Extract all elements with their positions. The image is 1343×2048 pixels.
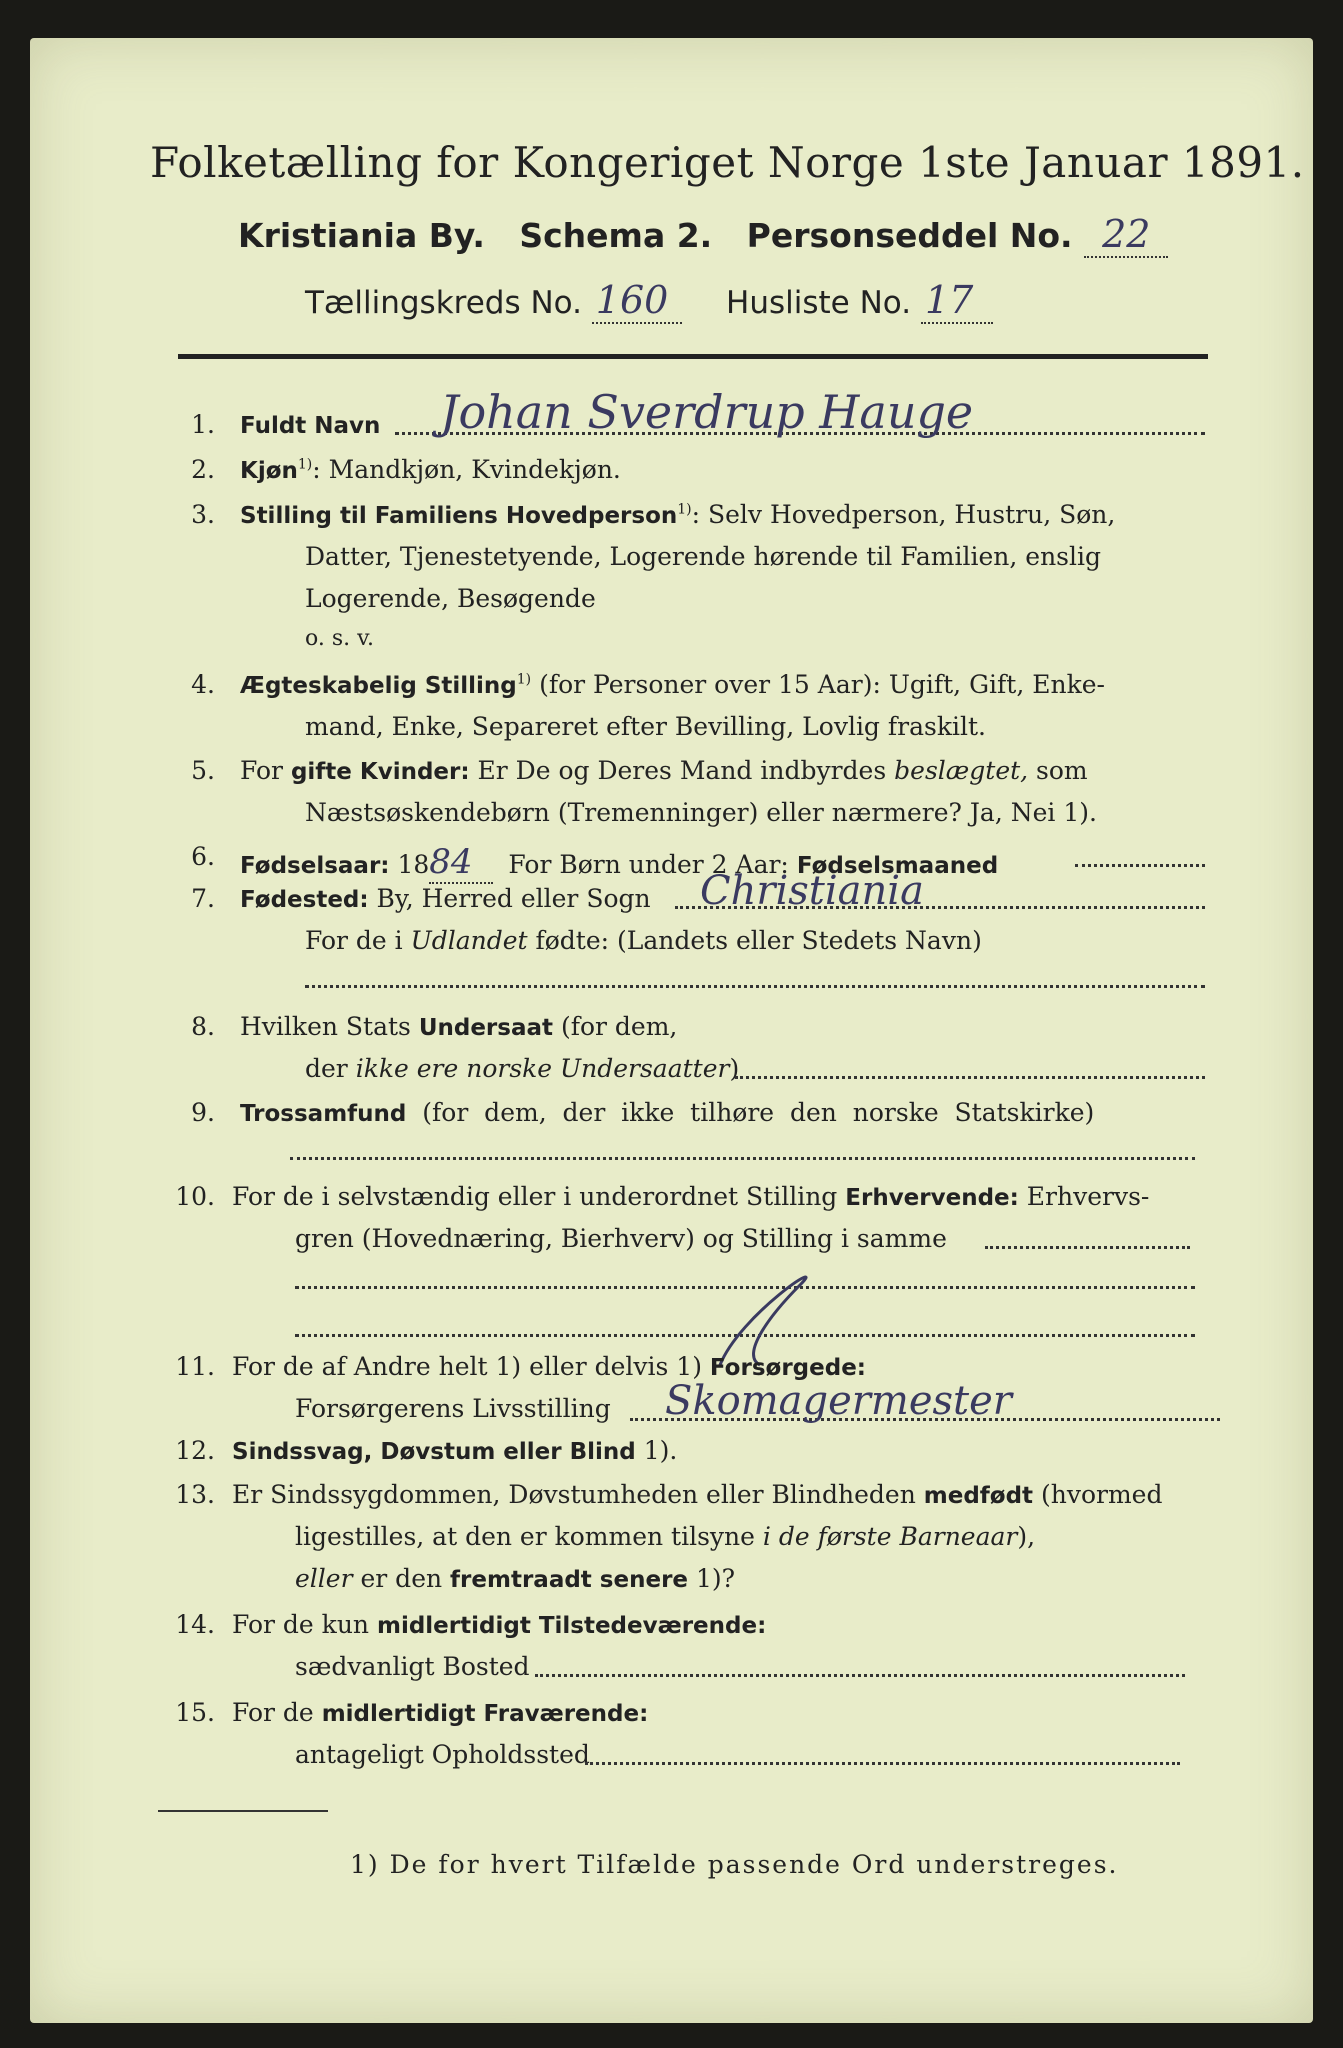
family-position-options: : Selv Hovedperson, Hustru, Søn, [691,500,1116,529]
onset-line2-pre: ligestilles, at den er kommen tilsyne [295,1522,763,1551]
onset-line3-pre: er den [352,1564,451,1593]
citizenship-line2-post: ) [729,1054,740,1083]
item-number: 8. [191,1012,215,1041]
disability-label: Sindssvag, Døvstum eller Blind [232,1439,636,1465]
related-word: beslægtet, [894,756,1029,785]
onset-line2 [295,1522,1035,1551]
temp-present-pre: For de kun [232,1610,377,1639]
birthplace-abroad-pre: For de i [305,926,411,955]
item-temp-present [232,1610,766,1639]
onset-line2-post: ), [1017,1522,1036,1551]
item-marital-status [240,670,1105,699]
married-women-text: Er De og Deres Mand indbyrdes [469,756,895,785]
citizenship-dots [735,1076,1205,1079]
birthplace-line2 [305,926,982,955]
item-number: 15. [175,1698,215,1727]
husliste-label: Husliste No. [726,285,912,321]
birthplace-value: Christiania [700,868,924,914]
occupation-text: Erhvervs- [1018,1182,1150,1211]
item-number: 4. [191,670,215,699]
citizenship-text: (for dem, [553,1012,678,1041]
item-number: 7. [191,884,215,913]
footnote: 1) De for hvert Tilfælde passende Ord understreges. [350,1850,1119,1879]
item-number: 13. [175,1480,215,1509]
item-married-women [240,756,1088,785]
item-supported [232,1352,866,1381]
onset-line2-italic: i de første Barneaar [762,1522,1018,1551]
birth-year-prefix: 18 [389,850,430,879]
religion-label: Trossamfund [240,1101,407,1127]
onset-pre: Er Sindssygdommen, Døvstumheden eller Blindheden [232,1480,924,1509]
kreds-label: Tællingskreds No. [305,285,582,321]
disability-post: 1). [635,1436,678,1465]
birthplace-abroad-post: fødte: (Landets eller Stedets Navn) [527,926,982,955]
temp-absent-pre: For de [232,1698,322,1727]
item-family-position [240,500,1115,529]
occupation-dots-1 [985,1246,1190,1249]
birth-month-text: For Børn under 2 Aar: [492,850,797,879]
birthplace-abroad-word: Udlandet [410,926,528,955]
onset-line3 [295,1564,735,1593]
onset-post: (hvormed [1033,1480,1163,1509]
marital-status-options: (for Personer over 15 Aar): Ugift, Gift, Enke- [531,670,1105,699]
item-number: 14. [175,1610,215,1639]
item-disability-onset [232,1480,1162,1509]
husliste-number: 17 [921,278,993,324]
occupation-label: Erhvervende: [845,1185,1019,1211]
item-occupation [232,1182,1149,1211]
item-number: 11. [175,1352,215,1381]
married-women-line2: Næstsøskendebørn (Tremenninger) eller nærmere? Ja, Nei 1). [305,798,1097,827]
full-name-value: Johan Sverdrup Hauge [440,385,974,439]
temp-absent-label: midlertidigt Fraværende: [321,1701,649,1727]
supported-label: Forsørgede: [709,1355,866,1381]
item-number: 10. [175,1182,215,1211]
married-women-label: gifte Kvinder: [290,759,470,785]
religion-text: (for dem, der ikke tilhøre den norske Statskirke) [406,1098,1095,1127]
family-position-label: Stilling til Familiens Hovedperson [240,503,678,529]
kreds-number: 160 [592,278,683,324]
item-number: 12. [175,1436,215,1465]
item-sex [240,455,621,484]
temp-absent-line2: antageligt Opholdssted [295,1740,590,1769]
married-women-post: som [1028,756,1088,785]
item-full-name [240,410,380,439]
birthplace-text: By, Herred eller Sogn [368,884,651,913]
family-position-line2: Datter, Tjenestetyende, Logerende hørende til Familien, enslig [305,542,1102,571]
kreds-line [305,278,993,322]
item-birthplace [240,884,651,913]
birth-month-label: Fødselsmaaned [796,853,999,879]
religion-dots [290,1157,1195,1160]
full-name-label: Fuldt Navn [240,413,381,439]
schema-label: Kristiania By. Schema 2. Personseddel No. [238,216,1073,255]
footnote-ref: 1) [677,501,692,518]
item-religion [240,1098,1094,1127]
item-citizenship [240,1012,677,1041]
temp-present-line2: sædvanligt Bosted [295,1652,530,1681]
form-subtitle [238,212,1168,256]
footnote-ref: 1) [297,456,313,473]
temp-present-dots [535,1674,1185,1677]
birth-year-value: 84 [429,842,492,884]
onset-line3-bold: fremtraadt senere [450,1567,689,1593]
item-number: 2. [191,455,215,484]
marital-status-label: Ægteskabelig Stilling [240,673,517,699]
occupation-line2: gren (Hovednæring, Bierhverv) og Stilling i samme [295,1224,947,1253]
footnote-ref: 1) [516,671,532,688]
supporter-occupation-value: Skomagermester [665,1378,1012,1424]
form-title: Folketælling for Kongeriget Norge 1ste Januar 1891. [150,138,1305,187]
family-position-line4: o. s. v. [305,626,374,651]
birthplace-abroad-dots [305,985,1205,988]
family-position-line3: Logerende, Besøgende [305,584,596,613]
citizenship-line2-italic: ikke ere norske Undersaatter [355,1054,730,1083]
sex-options: : Mandkjøn, Kvindekjøn. [312,455,621,484]
supported-pre: For de af Andre helt 1) eller delvis 1) [232,1352,710,1381]
temp-absent-dots [585,1762,1180,1765]
temp-present-label: midlertidigt Tilstedeværende: [376,1613,767,1639]
married-women-pre: For [240,756,291,785]
occupation-pre: For de i selvstændig eller i underordnet Stilling [232,1182,846,1211]
header-divider [178,354,1208,359]
citizenship-pre: Hvilken Stats [240,1012,419,1041]
footnote-divider [158,1810,328,1812]
sex-label: Kjøn [240,458,298,484]
onset-line3-post: 1)? [688,1564,736,1593]
citizenship-label: Undersaat [418,1015,553,1041]
birth-year-label: Fødselsaar: [240,853,390,879]
personseddel-number: 22 [1084,212,1168,258]
citizenship-line2 [305,1054,739,1083]
item-number: 3. [191,500,215,529]
item-number: 6. [191,842,215,871]
onset-line3-italic: eller [295,1564,353,1593]
item-number: 9. [191,1098,215,1127]
onset-label: medfødt [923,1483,1034,1509]
birthplace-label: Fødested: [240,887,369,913]
item-number: 1. [191,410,215,439]
supported-line2: Forsørgerens Livsstilling [295,1394,611,1423]
item-number: 5. [191,756,215,785]
item-temp-absent [232,1698,648,1727]
item-disability [232,1436,677,1465]
citizenship-line2-pre: der [305,1054,356,1083]
marital-status-line2: mand, Enke, Separeret efter Bevilling, Lovlig fraskilt. [305,712,986,741]
birth-month-dots [1075,864,1205,867]
